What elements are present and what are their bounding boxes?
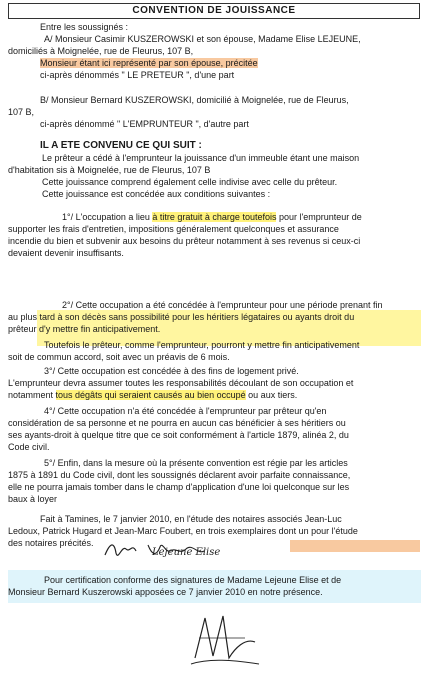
highlight-block-signature-area: [290, 540, 420, 552]
text-line: Entre les soussignés :: [40, 22, 129, 32]
text-line: devaient devenir insuffisants.: [8, 248, 124, 258]
text-line: Monsieur Bernard Kuszerowski apposées ce 7 janvier 2010 en notre présence.: [8, 587, 323, 597]
text-line: 107 B,: [8, 107, 35, 117]
text-line: 1875 à 1891 du Code civil, dont les soussignés déclarent avoir parfaite connaissance,: [8, 470, 351, 480]
text-line: elle ne pourra jamais tomber dans le champ d'application d'une loi quelconque sur les: [8, 482, 350, 492]
text-line: 5°/ Enfin, dans la mesure où la présente convention est régie par les articles: [44, 458, 348, 468]
text-line: 2°/ Cette occupation a été concédée à l'emprunteur pour une période prenant fin: [62, 300, 383, 310]
text-line: Toutefois le prêteur, comme l'emprunteur, pourront y mettre fin anticipativement: [44, 340, 360, 350]
text-line: 1°/ L'occupation a lieu à titre gratuit à charge toutefois pour l'emprunteur de: [62, 212, 362, 222]
text-line: 4°/ Cette occupation n'a été concédée à l'emprunteur par prêteur qu'en: [44, 406, 327, 416]
text-line: prêteur d'y mettre fin anticipativement.: [8, 324, 161, 334]
text-line: d'habitation sis à Moignelée, rue de Fleurus, 107 B: [8, 165, 211, 175]
text-line: considération de sa personne et ne pourra en aucun cas bénéficier à ses héritiers ou: [8, 418, 346, 428]
text-line: incendie du bien et subvenir aux besoins du prêteur notamment à ses revenus si ceux-ci: [8, 236, 361, 246]
text-line: notamment tous dégâts qui seraient causés au bien occupé ou aux tiers.: [8, 390, 298, 400]
document-title: CONVENTION DE JOUISSANCE: [8, 3, 420, 19]
text-line: B/ Monsieur Bernard KUSZEROWSKI, domicilié à Moignelée, rue de Fleurus,: [40, 95, 349, 105]
signatures-top-image: [100, 533, 270, 565]
text-line: soit de commun accord, soit avec un préavis de 6 mois.: [8, 352, 230, 362]
text-line: Pour certification conforme des signatures de Madame Lejeune Elise et de: [44, 575, 342, 585]
text-line: au plus tard à son décès sans possibilité pour les héritiers légataires ou ayants droit du: [8, 312, 355, 322]
section-heading: IL A ETE CONVENU CE QUI SUIT :: [40, 140, 202, 151]
text-line: Ledoux, Patrick Hugard et Jean-Marc Foubert, en trois exemplaires dont un pour l'étude: [8, 526, 358, 536]
text-line: Le prêteur a cédé à l'emprunteur la jouissance d'un immeuble étant une maison: [42, 153, 360, 163]
notary-signature-image: [185, 608, 265, 674]
highlight-gratuit: à titre gratuit à charge toutefois: [152, 212, 277, 222]
text-line: des notaires précités.: [8, 538, 94, 548]
text-line: Cette jouissance comprend également celle indivise avec celle du prêteur.: [42, 177, 338, 187]
text-line: Code civil.: [8, 442, 50, 452]
text-line: Cette jouissance est concédée aux conditions suivantes :: [42, 189, 271, 199]
highlight-representation: Monsieur étant ici représenté par son épouse, précitée: [40, 58, 258, 68]
text-line: baux à loyer: [8, 494, 58, 504]
text-line: A/ Monsieur Casimir KUSZEROWSKI et son épouse, Madame Elise LEJEUNE,: [44, 34, 361, 44]
text-line: ses ayants-droit à quelque titre que ce soit conformément à l'article 1879, alinéa 2, du: [8, 430, 349, 440]
highlight-degats: tous dégâts qui seraient causés au bien occupé: [55, 390, 246, 400]
text-line: supporter les frais d'entretien, impositions généralement quelconques et assurance: [8, 224, 339, 234]
text-line: Fait à Tamines, le 7 janvier 2010, en l'étude des notaires associés Jean-Luc: [40, 514, 342, 524]
text-line: [40, 58, 258, 69]
text-line: ci-après dénommé " L'EMPRUNTEUR ", d'autre part: [40, 119, 249, 129]
text-line: domiciliés à Moignelée, rue de Fleurus, 107 B,: [8, 46, 194, 56]
text-line: L'emprunteur devra assumer toutes les responsabilités découlant de son occupation et: [8, 378, 354, 388]
signature-lejeune-elise: Lejeune Elise: [152, 547, 221, 558]
text-line: 3°/ Cette occupation est concédée à des fins de logement privé.: [44, 366, 299, 376]
text-line: ci-après dénommés " LE PRETEUR ", d'une part: [40, 70, 235, 80]
